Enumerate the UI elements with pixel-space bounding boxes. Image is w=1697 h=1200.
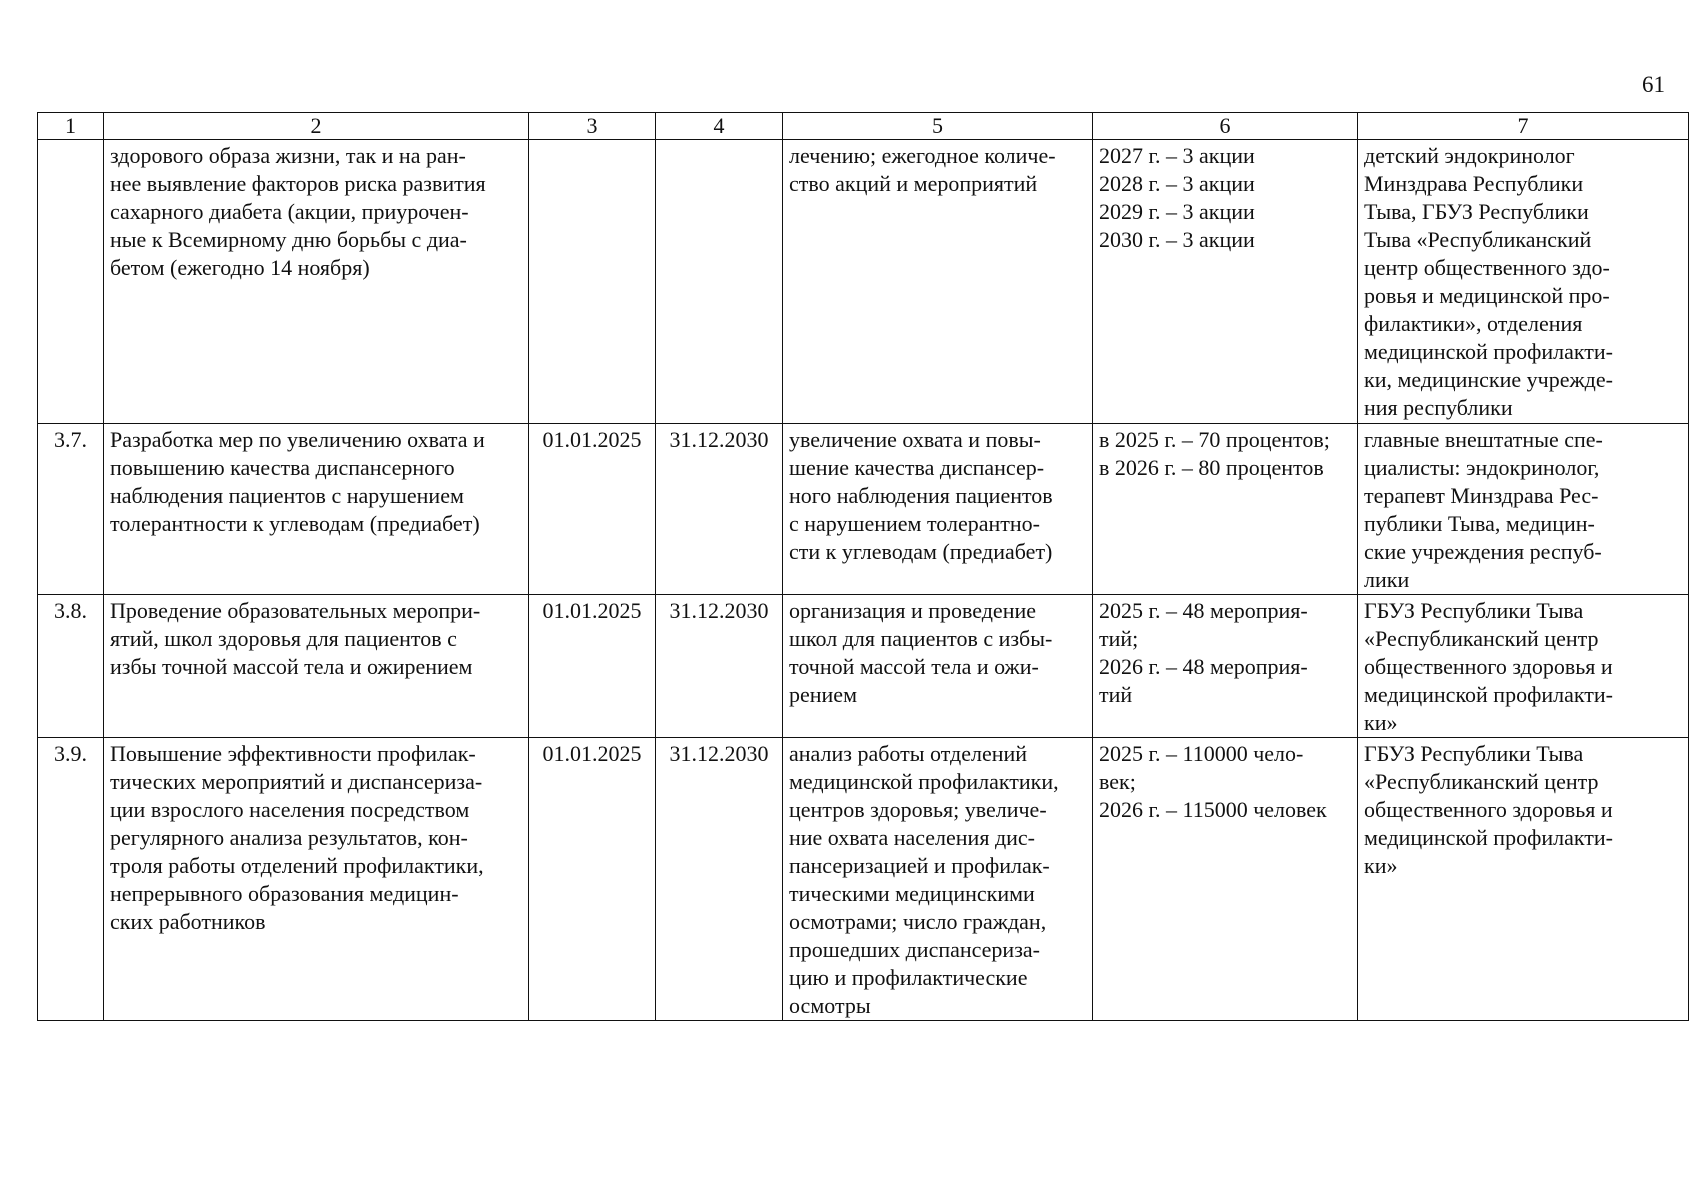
table-row [38,595,1689,738]
target-values: 2027 г. – 3 акции 2028 г. – 3 акции 2029 г. – 3 акции 2030 г. – 3 акции [1093,140,1358,424]
table-row [38,140,1689,424]
column-header: 6 [1093,113,1358,140]
event-description: здорового образа жизни, так и на ран- нее выявление факторов риска развития сахарного диабета (акции, приурочен- ные к Всемирному дню борьбы с диа- бетом (ежегодно 14 ноября) [104,140,529,424]
start-date: 01.01.2025 [529,424,656,595]
item-number: 3.8. [38,595,104,738]
column-header: 4 [656,113,783,140]
event-description: Разработка мер по увеличению охвата и повышению качества диспансерного наблюдения пациентов с нарушением толерантности к углеводам (предиабет) [104,424,529,595]
item-number: 3.9. [38,738,104,1021]
start-date [529,140,656,424]
target-values: 2025 г. – 48 мероприя- тий; 2026 г. – 48 мероприя- тий [1093,595,1358,738]
table-row [38,424,1689,595]
item-number: 3.7. [38,424,104,595]
column-header: 1 [38,113,104,140]
column-header: 5 [783,113,1093,140]
indicator-description: лечению; ежегодное количе- ство акций и мероприятий [783,140,1093,424]
column-header: 3 [529,113,656,140]
responsible-party: ГБУЗ Республики Тыва «Республиканский центр общественного здоровья и медицинской профилакти- ки» [1358,595,1689,738]
end-date: 31.12.2030 [656,595,783,738]
table-row [38,738,1689,1021]
responsible-party: главные внештатные спе- циалисты: эндокринолог, терапевт Минздрава Рес- публики Тыва, медицин- ские учреждения респуб- лики [1358,424,1689,595]
responsible-party: детский эндокринолог Минздрава Республики Тыва, ГБУЗ Республики Тыва «Республиканский центр общественного здо- ровья и медицинской про- филактики», отделения медицинской профилакти- ки, медицинские учрежде- ния республики [1358,140,1689,424]
start-date: 01.01.2025 [529,738,656,1021]
end-date [656,140,783,424]
item-number [38,140,104,424]
indicator-description: анализ работы отделений медицинской профилактики, центров здоровья; увеличе- ние охвата населения дис- пансеризацией и профилак- тическими медицинскими осмотрами; число граждан, прошедших диспансериза- цию и профилактические осмотры [783,738,1093,1021]
event-description: Повышение эффективности профилак- тических мероприятий и диспансериза- ции взрослого населения посредством регулярного анализа результатов, кон- троля работы отделений профилактики, непрерывного образования медицин- ских работников [104,738,529,1021]
end-date: 31.12.2030 [656,424,783,595]
responsible-party: ГБУЗ Республики Тыва «Республиканский центр общественного здоровья и медицинской профилакти- ки» [1358,738,1689,1021]
indicator-description: организация и проведение школ для пациентов с избы- точной массой тела и ожи- рением [783,595,1093,738]
measures-table [37,112,1689,1021]
column-header: 7 [1358,113,1689,140]
start-date: 01.01.2025 [529,595,656,738]
column-header: 2 [104,113,529,140]
page-number: 61 [1642,72,1665,97]
indicator-description: увеличение охвата и повы- шение качества диспансер- ного наблюдения пациентов с нарушением толерантно- сти к углеводам (предиабет) [783,424,1093,595]
target-values: 2025 г. – 110000 чело- век; 2026 г. – 115000 человек [1093,738,1358,1021]
table-header-row [38,113,1689,140]
end-date: 31.12.2030 [656,738,783,1021]
target-values: в 2025 г. – 70 процентов; в 2026 г. – 80 процентов [1093,424,1358,595]
event-description: Проведение образовательных меропри- ятий, школ здоровья для пациентов с избы точной массой тела и ожирением [104,595,529,738]
